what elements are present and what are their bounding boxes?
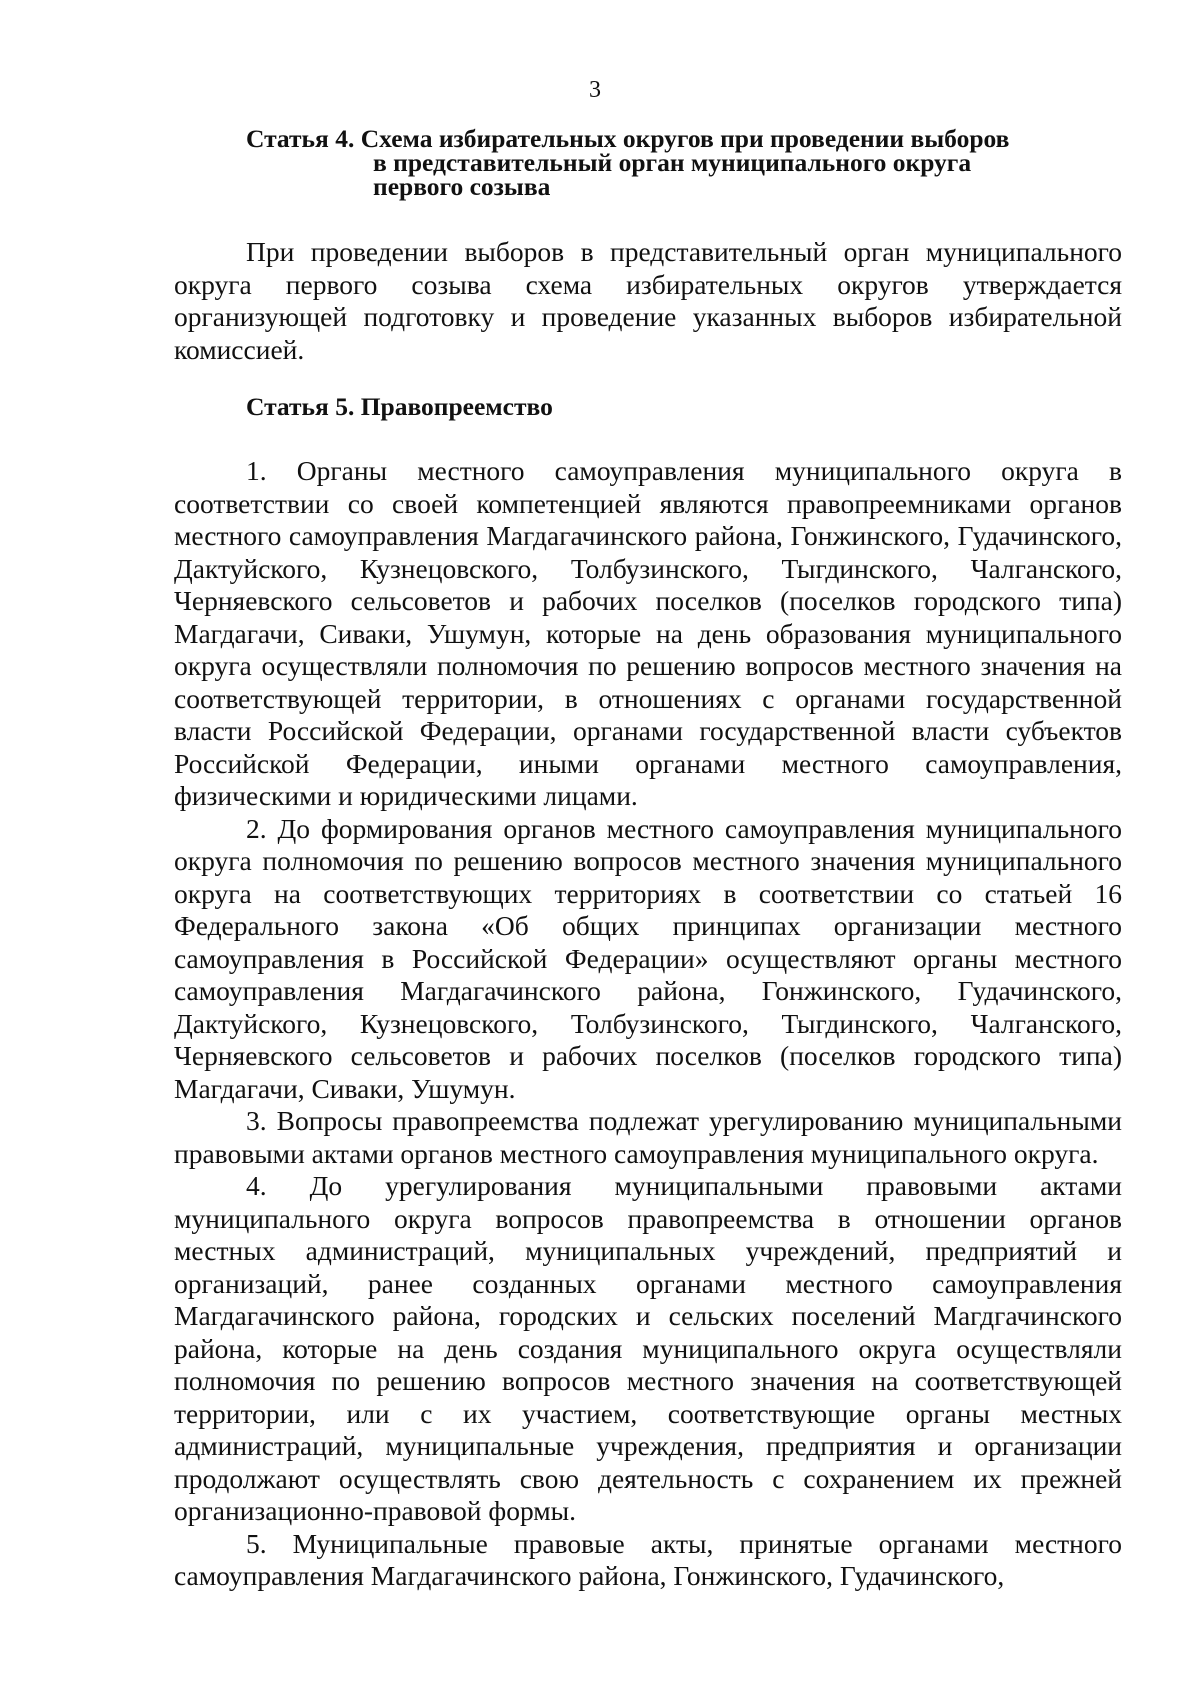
article-5-paragraph-5: 5. Муниципальные правовые акты, принятые органами местного самоуправления Магдагачинского района, Гонжинского, Гудачинского, [174, 1527, 1122, 1591]
article-4-title-line-3: первого созыва [373, 172, 551, 201]
page-number: 3 [589, 77, 601, 103]
article-5-paragraph-2: 2. До формирования органов местного самоуправления муниципального округа полномочия по решению вопросов местного значения муниципального округа на соответствующих территориях в соответствии со статьей 16 Федерального закона «Об общих принципах организации местного самоуправления в Российской Федерации» осуществляют органы местного самоуправления Магдагачинского района, Гонжинского, Гудачинского, Дактуйского, Кузнецовского, Толбузинского, Тыгдинского, Чалганского, Черняевского сельсоветов и рабочих поселков (поселков городского типа) Магдагачи, Сиваки, Ушумун. [174, 812, 1122, 1104]
article-5-paragraph-4: 4. До урегулирования муниципальными правовыми актами муниципального округа вопросов правопреемства в отношении органов местных администраций, муниципальных учреждений, предприятий и организаций, ранее созданных органами местного самоуправления Магдагачинского района, городских и сельских поселений Магдгачинского района, которые на день создания муниципального округа осуществляли полномочия по решению вопросов местного значения на соответствующей территории, или с их участием, соответствующие органы местных администраций, муниципальные учреждения, предприятия и организации продолжают осуществлять свою деятельность с сохранением их прежней организационно-правовой формы. [174, 1170, 1122, 1526]
article-4-title-line-1: Статья 4. Схема избирательных округов при проведении выборов [246, 124, 1010, 153]
article-5-body [174, 455, 1122, 1593]
article-5-title: Статья 5. Правопреемство [246, 392, 553, 421]
article-4-paragraph: При проведении выборов в представительный орган муниципального округа первого созыва схема избирательных округов утверждается организующей подготовку и проведение указанных выборов избирательной комиссией. [174, 236, 1122, 365]
article-5-paragraph-3: 3. Вопросы правопреемства подлежат урегулированию муниципальными правовыми актами органов местного самоуправления муниципального округа. [174, 1105, 1122, 1169]
article-4-body [174, 236, 1122, 366]
article-4-title [246, 124, 1126, 201]
article-4-title-line-2: в представительный орган муниципального округа [373, 148, 972, 177]
article-5-paragraph-1: 1. Органы местного самоуправления муниципального округа в соответствии со своей компетенцией являются правопреемниками органов местного самоуправления Магдагачинского района, Гонжинского, Гудачинского, Дактуйского, Кузнецовского, Толбузинского, Тыгдинского, Чалганского, Черняевского сельсоветов и рабочих поселков (поселков городского типа) Магдагачи, Сиваки, Ушумун, которые на день образования муниципального округа осуществляли полномочия по решению вопросов местного значения на соответствующей территории, в отношениях с органами государственной власти Российской Федерации, органами государственной власти субъектов Российской Федерации, иными органами местного самоуправления, физическими и юридическими лицами. [174, 455, 1122, 811]
